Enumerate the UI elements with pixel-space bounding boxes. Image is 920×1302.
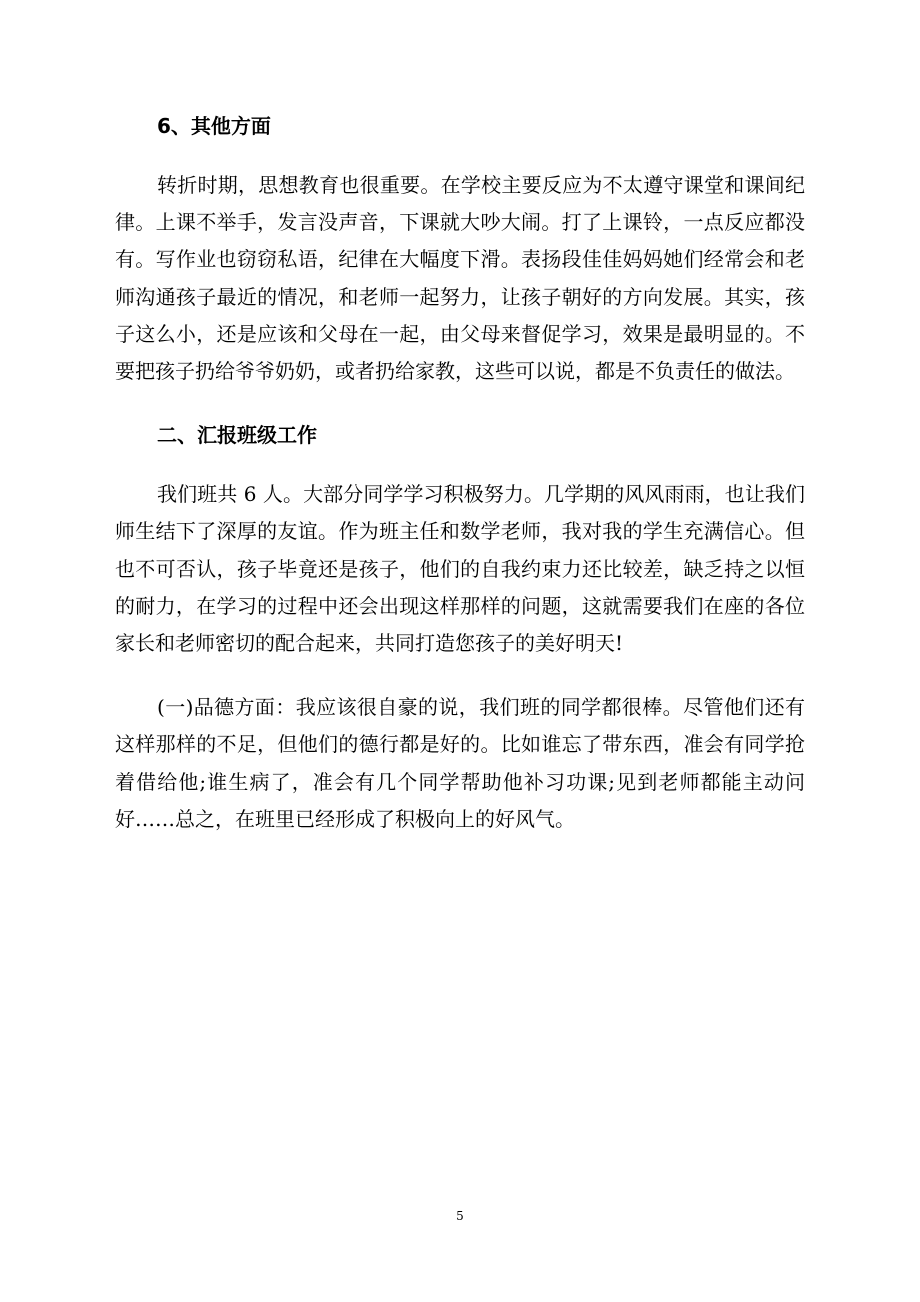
- paragraph-ideological-education: 转折时期，思想教育也很重要。在学校主要反应为不太遵守课堂和课间纪律。上课不举手，发言没声音，下课就大吵大闹。打了上课铃，一点反应都没有。写作业也窃窃私语，纪律在大幅度下滑。表扬段佳佳妈妈她们经常会和老师沟通孩子最近的情况，和老师一起努力，让孩子朝好的方向发展。其实，孩子这么小，还是应该和父母在一起，由父母来督促学习，效果是最明显的。不要把孩子扔给爷爷奶奶，或者扔给家教，这些可以说，都是不负责任的做法。: [115, 173, 805, 384]
- page-number: 5: [456, 1209, 464, 1223]
- section-heading-other-aspects: 6、其他方面: [157, 114, 271, 138]
- paragraph-class-overview: 我们班共 6 人。大部分同学学习积极努力。几学期的风风雨雨，也让我们师生结下了深厚的友谊。作为班主任和数学老师，我对我的学生充满信心。但也不可否认，孩子毕竟还是孩子，他们的自我约束力还比较差，缺乏持之以恒的耐力，在学习的过程中还会出现这样那样的问题，这就需要我们在座的各位家长和老师密切的配合起来，共同打造您孩子的美好明天!: [115, 482, 805, 656]
- paragraph-moral-character: (一)品德方面：我应该很自豪的说，我们班的同学都很棒。尽管他们还有这样那样的不足，但他们的德行都是好的。比如谁忘了带东西，准会有同学抢着借给他;谁生病了，准会有几个同学帮助他补习功课;见到老师都能主动问好……总之，在班里已经形成了积极向上的好风气。: [115, 695, 805, 831]
- document-body: [115, 108, 805, 838]
- section-heading-class-report: 二、汇报班级工作: [157, 423, 317, 448]
